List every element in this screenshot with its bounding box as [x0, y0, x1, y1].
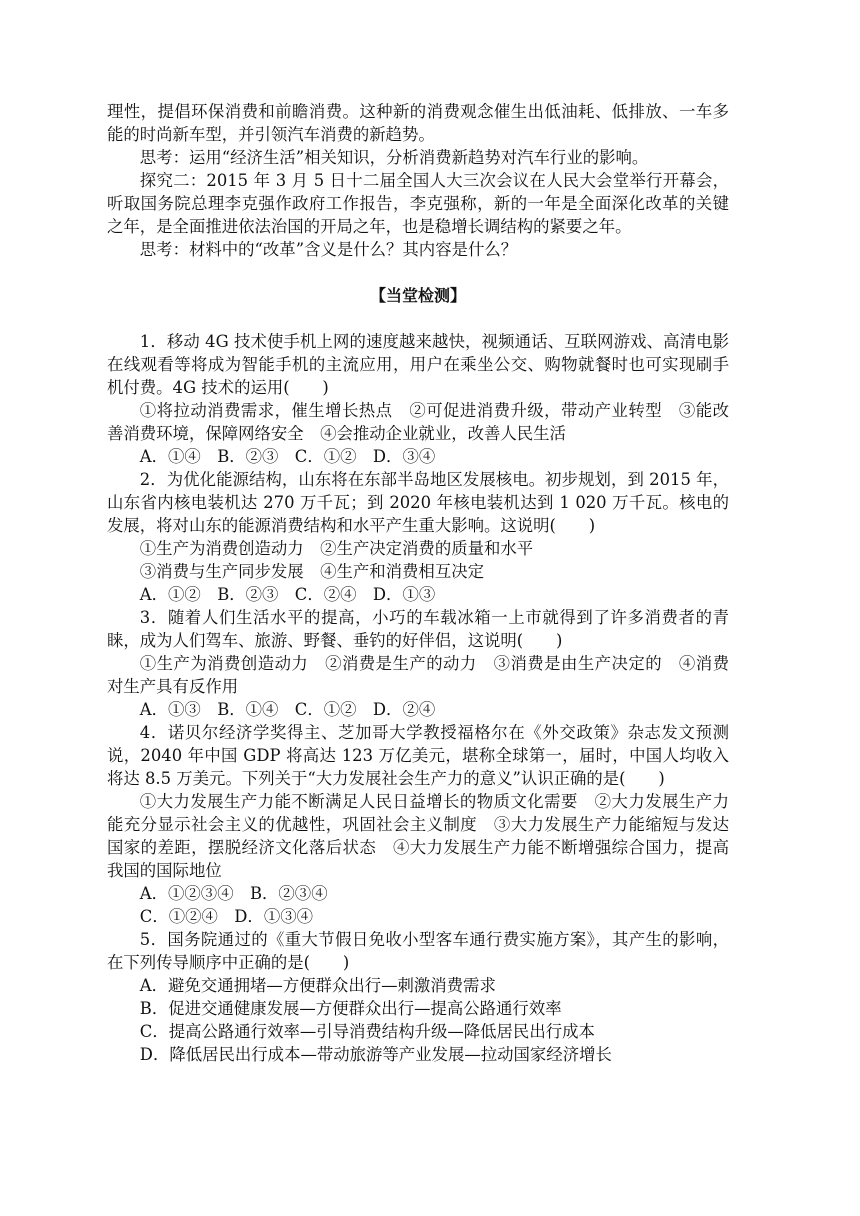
question-choices: A．①② B．②③ C．②④ D．①③ [139, 585, 436, 604]
section-title: 【当堂检测】 [369, 286, 466, 305]
question-stem: 4．诺贝尔经济学奖得主、芝加哥大学教授福格尔在《外交政策》杂志发文预测说，2040 年中国 GDP 将高达 123 万亿美元，堪称全球第一，届时，中国人均收入将达 8.5 万美元。下列关于“大力发展社会生产力的意义”认识正确的是( ) [107, 723, 729, 788]
question-4 [107, 721, 729, 928]
choice-d: D．降低居民出行成本—带动旅游等产业发展—拉动国家经济增长 [139, 1045, 612, 1064]
choice-a: A．避免交通拥堵—方便群众出行—刺激消费需求 [139, 976, 496, 995]
question-statements: ①大力发展生产力能不断满足人民日益增长的物质文化需要 ②大力发展生产力能充分显示社会主义的优越性，巩固社会主义制度 ③大力发展生产力能缩短与发达国家的差距，摆脱经济文化落后状态 ④大力发展生产力能不断增强综合国力，提高我国的国际地位 [107, 792, 729, 880]
explore-two-paragraph: 探究二：2015 年 3 月 5 日十二届全国人大三次会议在人民大会堂举行开幕会，听取国务院总理李克强作政府工作报告，李克强称，新的一年是全面深化改革的关键之年，是全面推进依法治国的开局之年，也是稳增长调结构的紧要之年。 [107, 171, 729, 236]
question-statements: ①将拉动消费需求，催生增长热点 ②可促进消费升级，带动产业转型 ③能改善消费环境，保障网络安全 ④会推动企业就业，改善人民生活 [107, 401, 729, 443]
question-5 [107, 928, 729, 1066]
question-statements: ①生产为消费创造动力 ②消费是生产的动力 ③消费是由生产决定的 ④消费对生产具有反作用 [107, 654, 729, 696]
question-stem: 5．国务院通过的《重大节假日免收小型客车通行费实施方案》，其产生的影响，在下列传导顺序中正确的是( ) [107, 930, 729, 972]
question-statements-2: ③消费与生产同步发展 ④生产和消费相互决定 [139, 562, 484, 581]
question-choices: A．①④ B．②③ C．①② D．③④ [139, 447, 436, 466]
question-stem: 1．移动 4G 技术使手机上网的速度越来越快，视频通话、互联网游戏、高清电影在线观看等将成为智能手机的主流应用，用户在乘坐公交、购物就餐时也可实现刷手机付费。4G 技术的运用( ) [107, 332, 729, 397]
choice-b: B．促进交通健康发展—方便群众出行—提高公路通行效率 [139, 999, 562, 1018]
document-page [107, 100, 729, 1066]
think-prompt-1: 思考：运用“经济生活”相关知识，分析消费新趋势对汽车行业的影响。 [139, 148, 649, 167]
question-3 [107, 606, 729, 721]
intro-paragraph-continued: 理性，提倡环保消费和前瞻消费。这种新的消费观念催生出低油耗、低排放、一车多能的时尚新车型，并引领汽车消费的新趋势。 [107, 102, 729, 144]
question-2 [107, 468, 729, 606]
question-stem: 2．为优化能源结构，山东将在东部半岛地区发展核电。初步规划，到 2015 年，山东省内核电装机达 270 万千瓦；到 2020 年核电装机达到 1 020 万千瓦。核电的发展，将对山东的能源消费结构和水平产生重大影响。这说明( ) [107, 470, 729, 535]
question-choices-row-2: C．①②④ D．①③④ [139, 907, 313, 926]
think-prompt-2: 思考：材料中的“改革”含义是什么？其内容是什么？ [139, 240, 518, 259]
question-statements: ①生产为消费创造动力 ②生产决定消费的质量和水平 [139, 539, 534, 558]
question-1 [107, 330, 729, 468]
question-choices: A．①③ B．①④ C．①② D．②④ [139, 700, 436, 719]
question-stem: 3．随着人们生活水平的提高，小巧的车载冰箱一上市就得到了许多消费者的青睐，成为人们驾车、旅游、野餐、垂钓的好伴侣，这说明( ) [107, 608, 729, 650]
question-choices-row-1: A．①②③④ B．②③④ [139, 884, 328, 903]
choice-c: C．提高公路通行效率—引导消费结构升级—降低居民出行成本 [139, 1022, 595, 1041]
